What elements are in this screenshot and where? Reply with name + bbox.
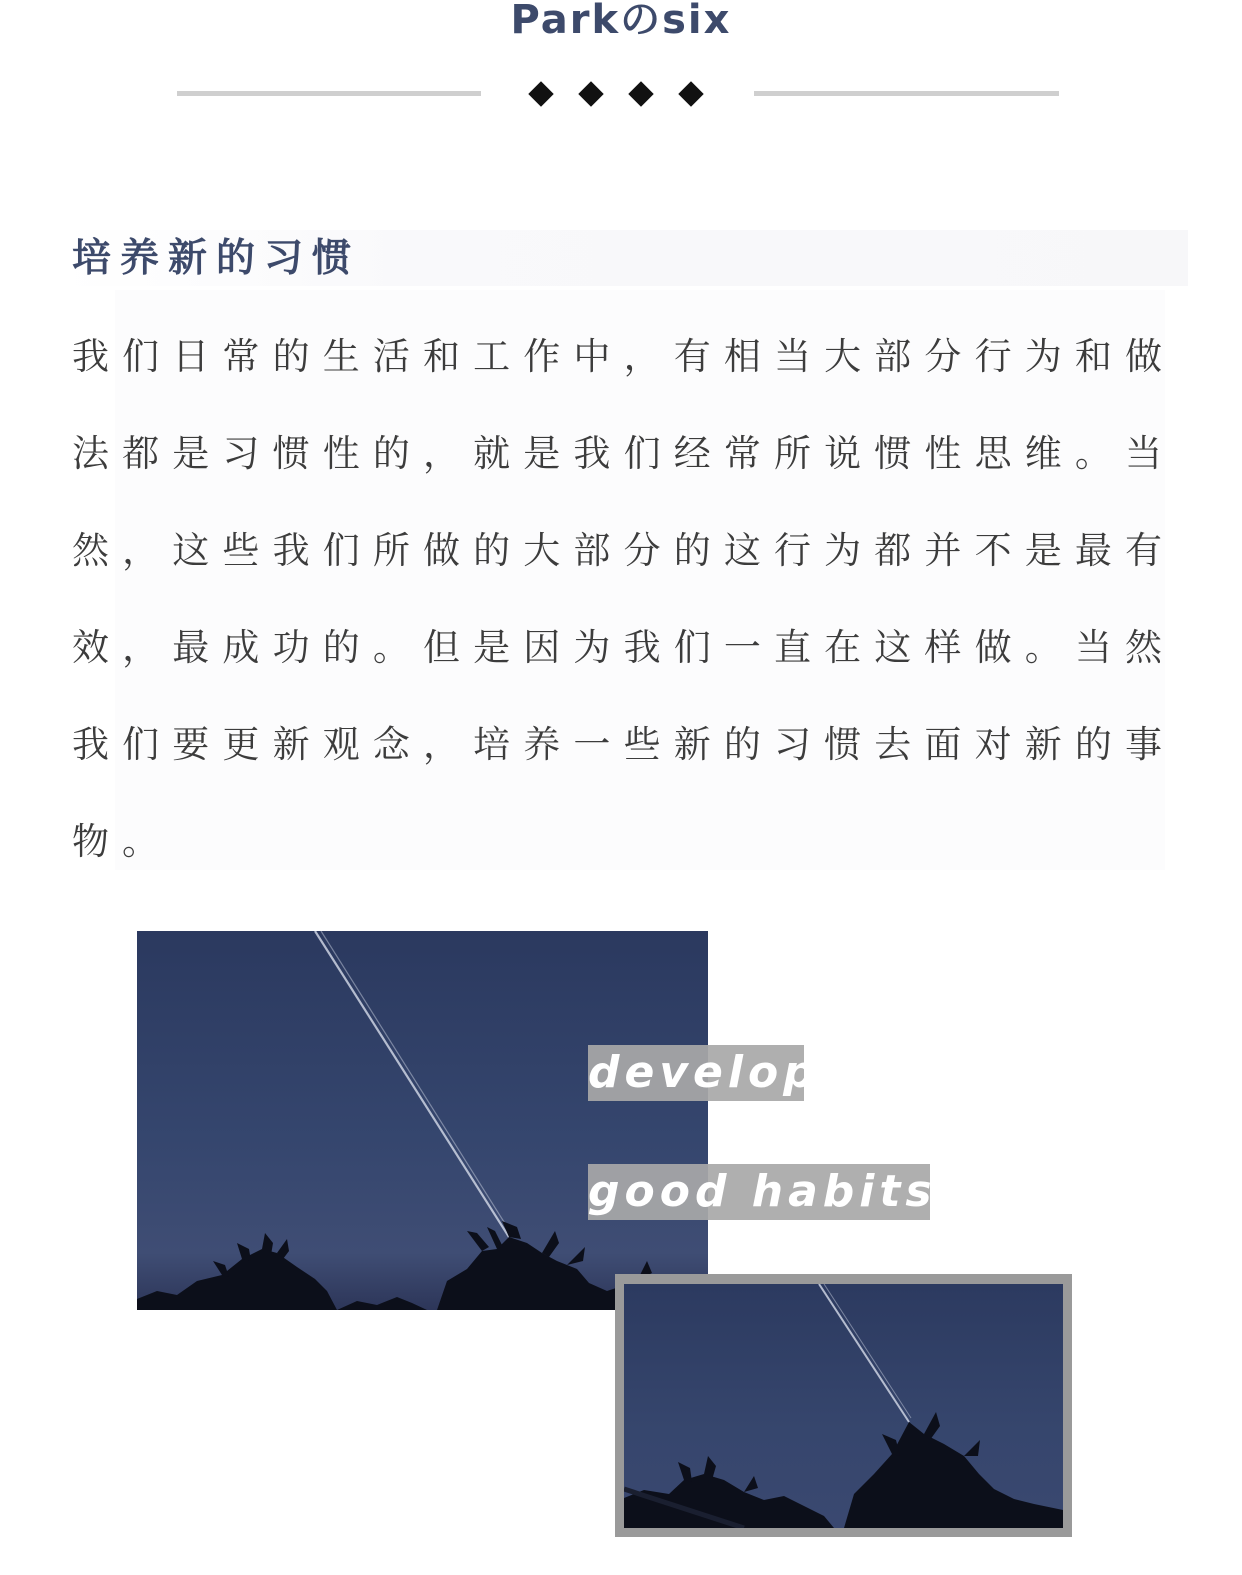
night-sky-illustration-small	[624, 1284, 1063, 1528]
diamond-icon	[628, 81, 653, 106]
night-sky-photo	[137, 931, 708, 1310]
overlay-label-good-habits: good habits	[588, 1164, 930, 1220]
diamond-icon	[578, 81, 603, 106]
overlay-label-develop: develop	[588, 1045, 804, 1101]
diamond-icon	[528, 81, 553, 106]
divider-left	[177, 91, 481, 96]
paragraph-line: 我们日常的生活和工作中，有相当大部分行为和做	[72, 335, 1162, 378]
paragraph-line: 物。	[72, 820, 172, 863]
night-sky-photo-small	[624, 1284, 1063, 1528]
divider-right	[754, 91, 1059, 96]
paragraph-line: 然，这些我们所做的大部分的这行为都并不是最有	[72, 529, 1162, 572]
page-title: Parkのsix	[510, 0, 732, 43]
paragraph-line: 法都是习惯性的，就是我们经常所说惯性思维。当	[72, 432, 1162, 475]
diamond-ornament	[528, 80, 718, 108]
paragraph-line: 效，最成功的。但是因为我们一直在这样做。当然	[72, 626, 1162, 669]
paragraph-line: 我们要更新观念，培养一些新的习惯去面对新的事	[72, 723, 1162, 766]
diamond-icon	[678, 81, 703, 106]
night-sky-illustration	[137, 931, 708, 1310]
section-heading: 培养新的习惯	[72, 236, 361, 281]
body-paragraph	[72, 325, 1172, 907]
